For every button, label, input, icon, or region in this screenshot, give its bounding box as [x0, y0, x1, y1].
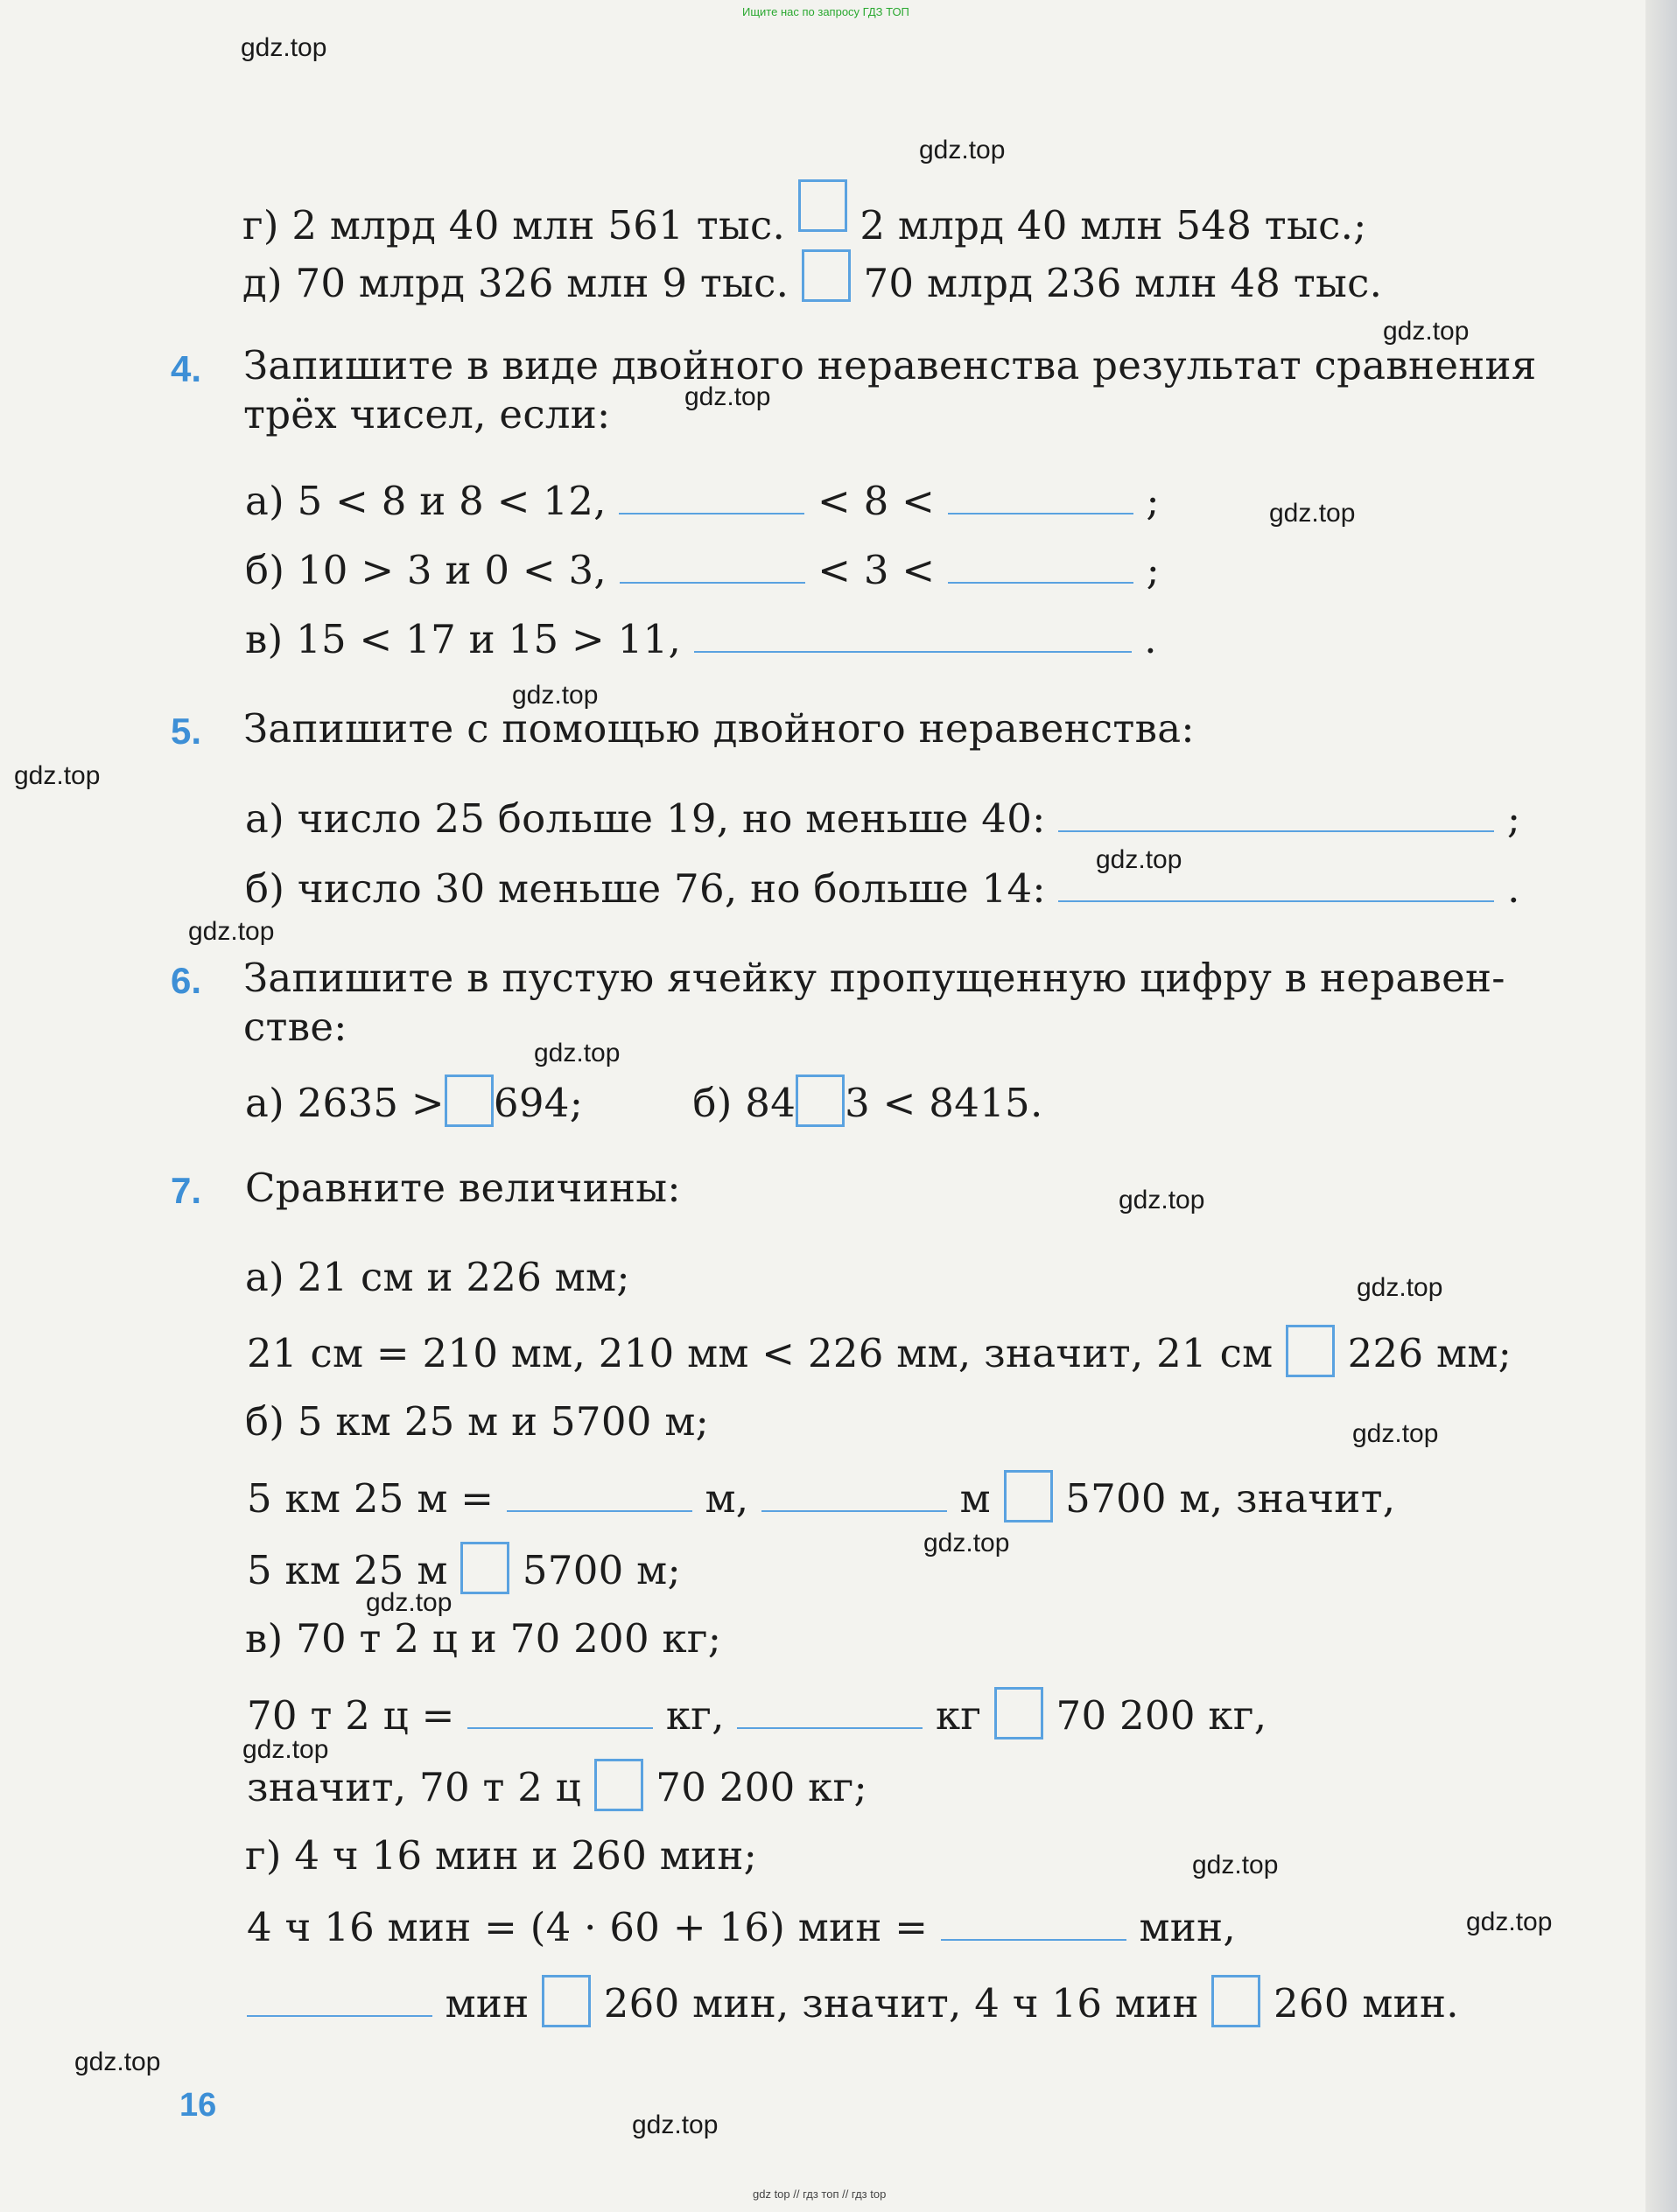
answer-blank[interactable] [948, 549, 1133, 584]
answer-blank[interactable] [467, 1694, 653, 1729]
ex7-g2-unit: мин [445, 1980, 530, 2026]
watermark: gdz.top [1192, 1851, 1279, 1880]
ex6-b-right: 3 < 8415. [845, 1080, 1043, 1126]
answer-blank[interactable] [948, 480, 1133, 514]
ex4-b-mid: < 3 < [817, 547, 936, 593]
ex6-b-left: б) 84 [692, 1080, 796, 1126]
watermark: gdz.top [74, 2048, 161, 2076]
answer-blank[interactable] [620, 549, 805, 584]
compare-box[interactable] [1004, 1470, 1053, 1522]
ex4-item-v [245, 615, 1157, 664]
watermark: gdz.top [241, 33, 327, 62]
ex7-a-line [247, 1325, 1512, 1378]
ex5-item-a [245, 794, 1520, 844]
compare-box[interactable] [594, 1759, 643, 1811]
ex7-v-start: 70 т 2 ц = [247, 1692, 455, 1739]
top-search-note: Ищите нас по запросу ГДЗ ТОП [742, 5, 909, 18]
ex4-heading-line2: трёх чисел, если: [243, 391, 611, 438]
ex7-b-line2 [247, 1542, 681, 1595]
ex7-g2-mid: 260 мин, значит, 4 ч 16 мин [603, 1980, 1199, 2026]
watermark: gdz.top [512, 681, 599, 710]
ex7-g2-end: 260 мин. [1273, 1980, 1459, 2026]
compare-box[interactable] [994, 1687, 1043, 1740]
ex6-heading-line2: стве: [243, 1004, 347, 1050]
page-number: 16 [179, 2087, 217, 2124]
ex7-b-end: 5700 м, значит, [1065, 1475, 1396, 1522]
answer-blank[interactable] [619, 480, 804, 514]
ex7-v-line2 [247, 1759, 867, 1812]
watermark: gdz.top [1119, 1186, 1205, 1214]
ex4-a-label: а) 5 < 8 и 8 < 12, [245, 478, 607, 524]
bottom-note: gdz top // гдз топ // гдз top [753, 2188, 887, 2201]
ex4-b-label: б) 10 > 3 и 0 < 3, [245, 547, 607, 593]
answer-blank[interactable] [761, 1477, 947, 1512]
ex5-b-text: б) число 30 меньше 76, но больше 14: [245, 865, 1046, 912]
ex7-a-text: 21 см = 210 мм, 210 мм < 226 мм, значит, 21 см [247, 1330, 1274, 1376]
answer-blank[interactable] [737, 1694, 923, 1729]
compare-box[interactable] [798, 179, 847, 232]
watermark: gdz.top [242, 1735, 329, 1764]
answer-blank[interactable] [1058, 867, 1494, 902]
watermark: gdz.top [1357, 1273, 1443, 1302]
ex7-v2-start: значит, 70 т 2 ц [247, 1764, 582, 1810]
ex7-b2-start: 5 км 25 м [247, 1547, 448, 1593]
watermark: gdz.top [14, 761, 101, 790]
answer-blank[interactable] [694, 618, 1132, 653]
ex6-a-left: а) 2635 > [245, 1080, 445, 1126]
ex7-b-line1 [247, 1470, 1395, 1523]
ex7-v-title: в) 70 т 2 ц и 70 200 кг; [245, 1615, 722, 1662]
watermark: gdz.top [1352, 1419, 1439, 1448]
ex7-a-end: 226 мм; [1347, 1330, 1512, 1376]
digit-box[interactable] [445, 1074, 494, 1127]
ex6-a-right: 694; [493, 1080, 584, 1126]
watermark: gdz.top [188, 917, 275, 946]
ex3-item-g [242, 179, 1367, 250]
compare-box[interactable] [1211, 1975, 1260, 2027]
watermark: gdz.top [1269, 499, 1356, 528]
ex7-g-line1 [247, 1903, 1236, 1952]
ex7-v-unit: кг, [665, 1692, 725, 1739]
watermark: gdz.top [366, 1588, 453, 1617]
ex5-item-b [245, 864, 1520, 914]
ex6-items [245, 1074, 1043, 1128]
ex4-item-b [245, 546, 1160, 595]
exercise-number: 4. [171, 348, 202, 389]
ex3-g-right: 2 млрд 40 млн 548 тыс.; [860, 202, 1367, 248]
ex7-g-title: г) 4 ч 16 мин и 260 мин; [245, 1832, 758, 1879]
ex5-heading: Запишите с помощью двойного неравенства: [243, 705, 1195, 752]
ex4-v-label: в) 15 < 17 и 15 > 11, [245, 616, 682, 662]
compare-box[interactable] [1286, 1325, 1335, 1377]
ex4-v-end: . [1144, 616, 1157, 662]
ex3-d-right: 70 млрд 236 млн 48 тыс. [863, 260, 1383, 306]
digit-box[interactable] [796, 1074, 845, 1127]
ex7-g-line2 [247, 1975, 1459, 2028]
ex7-b-unit: м, [705, 1475, 749, 1522]
answer-blank[interactable] [1058, 797, 1494, 832]
ex7-v-end: 70 200 кг, [1056, 1692, 1267, 1739]
page-edge [1645, 0, 1677, 2212]
ex7-b2-end: 5700 м; [522, 1547, 681, 1593]
ex4-item-a [245, 477, 1160, 526]
watermark: gdz.top [1096, 845, 1182, 874]
watermark: gdz.top [534, 1039, 621, 1068]
ex4-a-mid: < 8 < [817, 478, 936, 524]
exercise-number: 5. [171, 710, 202, 752]
ex5-a-end: ; [1506, 795, 1521, 842]
ex3-item-d [242, 249, 1382, 308]
compare-box[interactable] [802, 249, 851, 302]
answer-blank[interactable] [247, 1982, 432, 2017]
watermark: gdz.top [684, 382, 771, 411]
ex7-b-title: б) 5 км 25 м и 5700 м; [245, 1398, 710, 1445]
watermark: gdz.top [632, 2110, 719, 2139]
exercise-number: 6. [171, 960, 202, 1001]
ex5-a-text: а) число 25 больше 19, но меньше 40: [245, 795, 1046, 842]
ex3-g-left: г) 2 млрд 40 млн 561 тыс. [242, 202, 786, 248]
answer-blank[interactable] [507, 1477, 692, 1512]
ex4-heading-line1: Запишите в виде двойного неравенства результат сравнения [243, 342, 1537, 388]
ex7-g-text: 4 ч 16 мин = (4 · 60 + 16) мин = [247, 1904, 929, 1950]
watermark: gdz.top [1466, 1908, 1553, 1936]
watermark: gdz.top [923, 1529, 1010, 1558]
ex7-g-end: мин, [1139, 1904, 1236, 1950]
ex7-a-title: а) 21 см и 226 мм; [245, 1254, 630, 1300]
ex7-b-unit: м [959, 1475, 991, 1522]
ex7-v-line1 [247, 1687, 1267, 1740]
ex4-a-end: ; [1146, 478, 1160, 524]
ex3-d-left: д) 70 млрд 326 млн 9 тыс. [242, 260, 789, 306]
ex7-v-unit: кг [936, 1692, 982, 1739]
ex6-heading-line1: Запишите в пустую ячейку пропущенную цифру в неравен- [243, 955, 1505, 1001]
ex4-b-end: ; [1146, 547, 1161, 593]
watermark: gdz.top [919, 136, 1006, 164]
watermark: gdz.top [1383, 317, 1470, 346]
compare-box[interactable] [542, 1975, 591, 2027]
compare-box[interactable] [460, 1542, 509, 1594]
ex5-b-end: . [1507, 865, 1520, 912]
exercise-number: 7. [171, 1170, 202, 1211]
ex7-b-start: 5 км 25 м = [247, 1475, 495, 1522]
ex7-heading: Сравните величины: [245, 1165, 681, 1211]
answer-blank[interactable] [941, 1906, 1126, 1941]
ex7-v2-end: 70 200 кг; [656, 1764, 867, 1810]
